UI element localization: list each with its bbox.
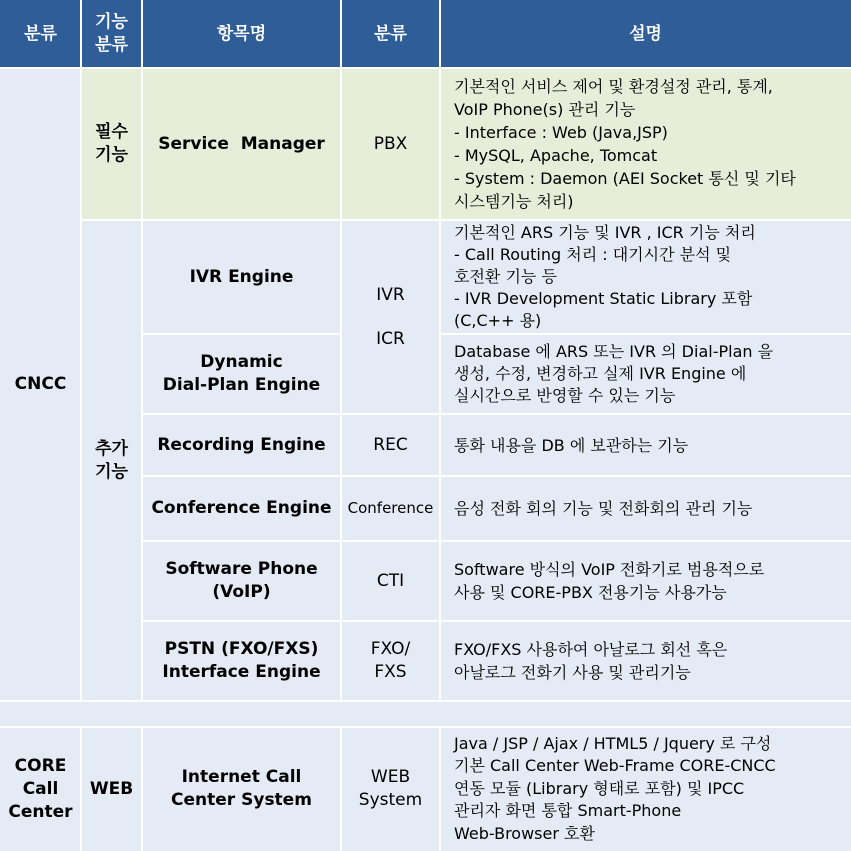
item-description: Database 에 ARS 또는 IVR 의 Dial-Plan 을 생성, 수정, 변경하고 실제 IVR Engine 에 실시간으로 반영할 수 있는 기능 xyxy=(440,334,851,414)
item-description: 기본적인 ARS 기능 및 IVR , ICR 기능 처리 - Call Routing 처리 : 대기시간 분석 및 호전환 기능 등 - IVR Development Static Library 포함 (C,C++ 용) xyxy=(440,220,851,334)
item-description: 통화 내용을 DB 에 보관하는 기능 xyxy=(440,414,851,476)
grid-line xyxy=(439,0,441,701)
grid-line xyxy=(141,727,143,851)
grid-line xyxy=(142,413,851,415)
function-required: 필수 기능 xyxy=(81,68,142,220)
grid-line xyxy=(142,475,851,477)
item-category: IVR ICR xyxy=(341,220,440,414)
item-category: CTI xyxy=(341,541,440,621)
item-name: Recording Engine xyxy=(142,414,341,476)
item-name: Conference Engine xyxy=(142,476,341,541)
item-description: 음성 전화 회의 기능 및 전화회의 관리 기능 xyxy=(440,476,851,541)
grid-line xyxy=(0,726,851,728)
group-core-call-center: CORE Call Center xyxy=(0,727,81,851)
grid-line xyxy=(0,67,851,69)
grid-line xyxy=(142,540,851,542)
item-name: Service Manager xyxy=(142,68,341,220)
grid-line xyxy=(439,727,441,851)
header-category: 분류 xyxy=(0,0,81,68)
item-description: FXO/FXS 사용하여 아날로그 회선 혹은 아날로그 전화기 사용 및 관리기능 xyxy=(440,621,851,701)
function-additional: 추가 기능 xyxy=(81,220,142,701)
header-function-category: 기능 분류 xyxy=(81,0,142,68)
grid-line xyxy=(141,0,143,701)
group-cncc: CNCC xyxy=(0,68,81,701)
item-name: Dynamic Dial-Plan Engine xyxy=(142,334,341,414)
grid-line xyxy=(440,333,851,335)
item-name: IVR Engine xyxy=(142,220,341,334)
grid-line xyxy=(80,727,82,851)
item-name: Software Phone (VoIP) xyxy=(142,541,341,621)
grid-line xyxy=(0,700,851,702)
item-description: Software 방식의 VoIP 전화기로 범용적으로 사용 및 CORE-PBX 전용기능 사용가능 xyxy=(440,541,851,621)
item-description: Java / JSP / Ajax / HTML5 / Jquery 로 구성 기본 Call Center Web-Frame CORE-CNCC 연동 모듈 (Library 형태로 포함) 및 IPCC 관리자 화면 통합 Smart-Phone Web-Browser 호환 xyxy=(440,727,851,851)
grid-line xyxy=(142,620,851,622)
item-category: FXO/ FXS xyxy=(341,621,440,701)
item-category: REC xyxy=(341,414,440,476)
item-description: 기본적인 서비스 제어 및 환경설정 관리, 통계, VoIP Phone(s) 관리 기능 - Interface : Web (Java,JSP) - MySQL, Apache, Tomcat - System : Daemon (AEI Socket 통신 및 기타 시스템기능 처리) xyxy=(440,68,851,220)
item-category: PBX xyxy=(341,68,440,220)
item-name: PSTN (FXO/FXS) Interface Engine xyxy=(142,621,341,701)
header-item-name: 항목명 xyxy=(142,0,341,68)
item-name: Internet Call Center System xyxy=(142,727,341,851)
spacer-row xyxy=(0,701,851,727)
function-web: WEB xyxy=(81,727,142,851)
grid-line xyxy=(340,727,342,851)
item-category: Conference xyxy=(341,476,440,541)
grid-line xyxy=(340,0,342,701)
header-subcategory: 분류 xyxy=(341,0,440,68)
item-category: WEB System xyxy=(341,727,440,851)
grid-line xyxy=(80,0,82,701)
grid-line xyxy=(81,219,851,221)
header-description: 설명 xyxy=(440,0,851,68)
grid-line xyxy=(142,333,341,335)
